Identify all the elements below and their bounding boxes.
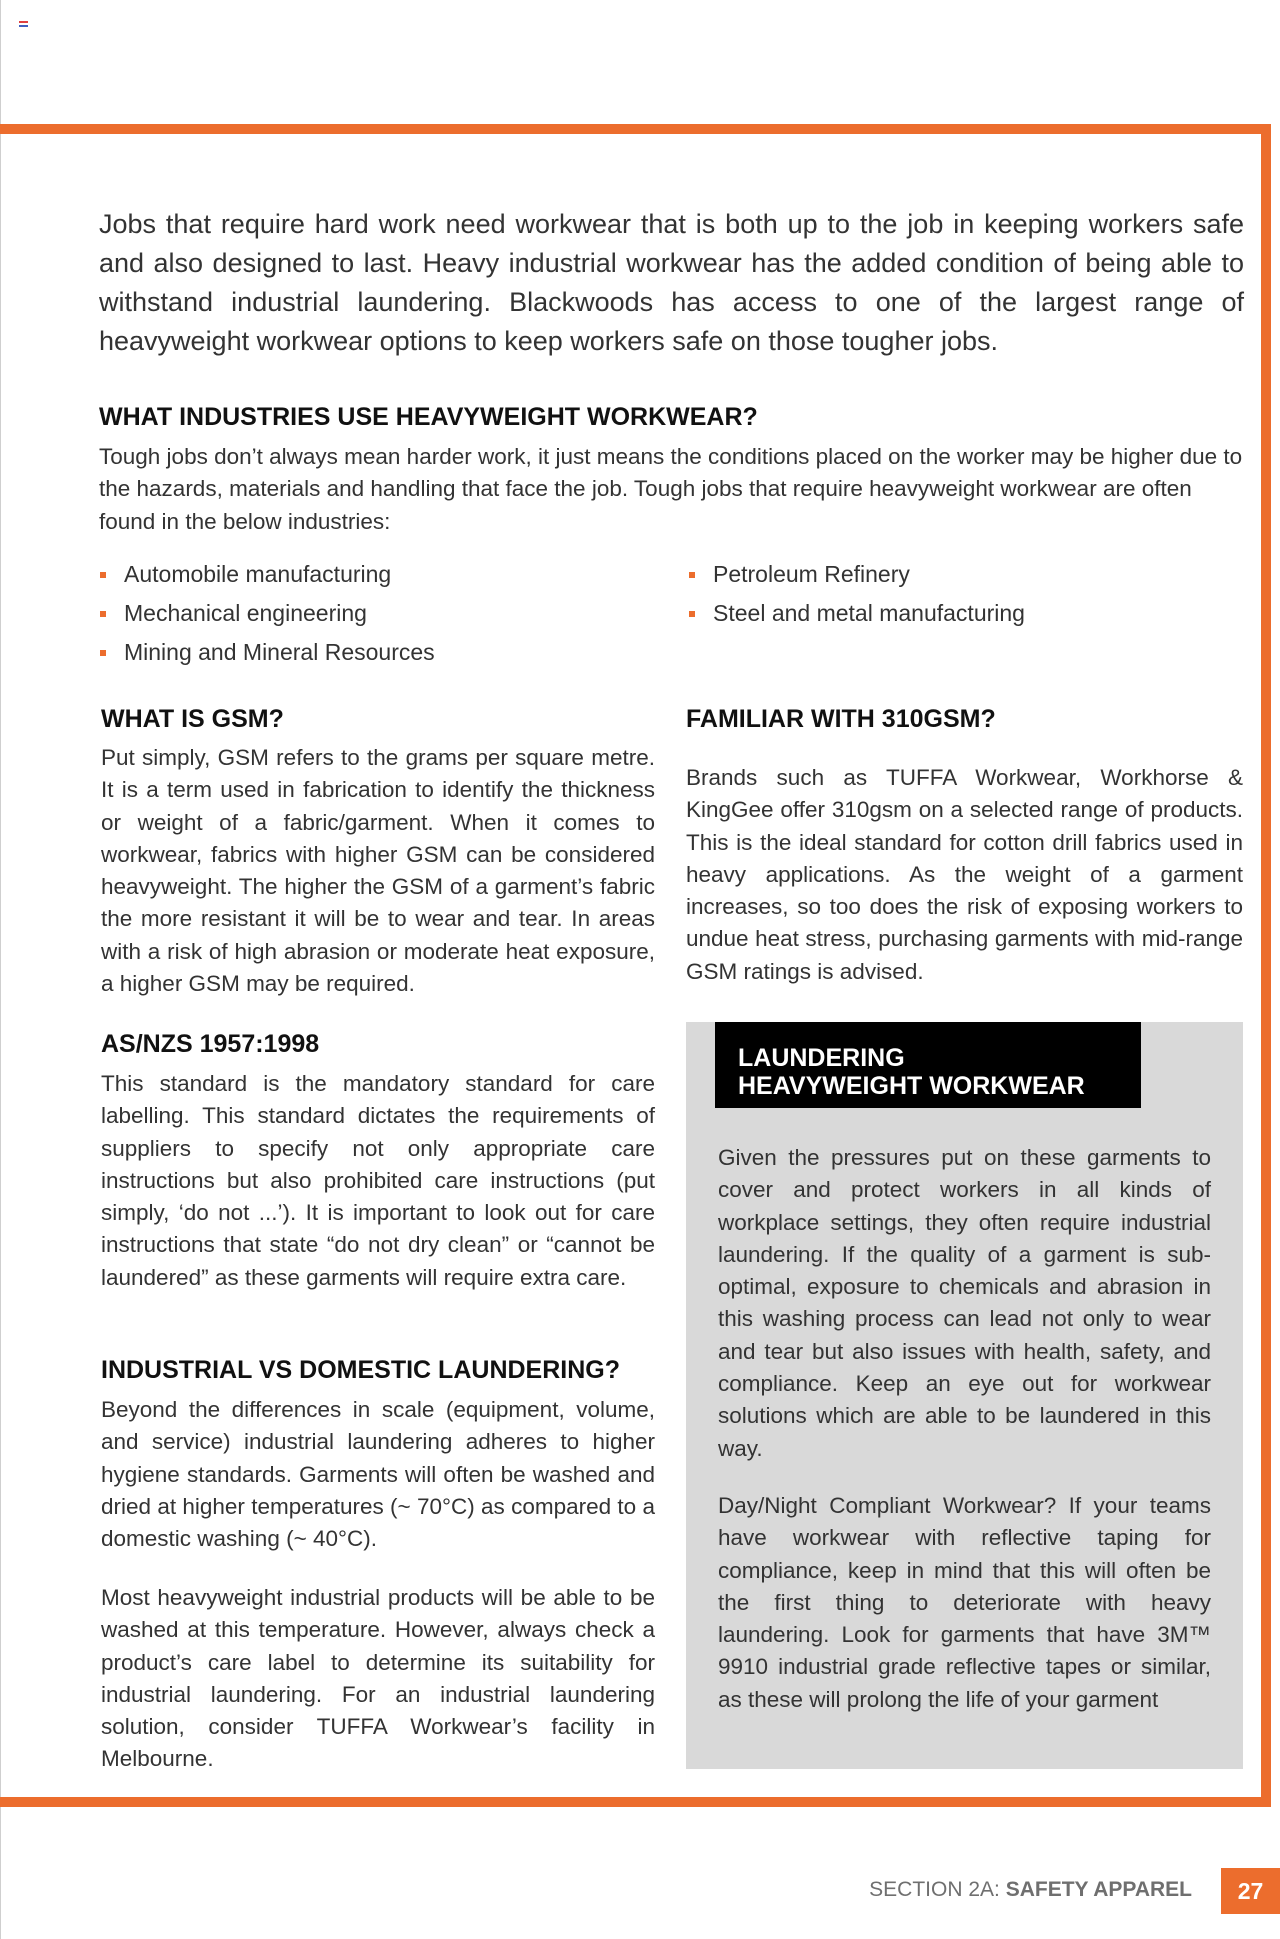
footer-section	[869, 1875, 1192, 1905]
laundering-label-line-1: LAUNDERING	[738, 1044, 905, 1072]
standard-text: This standard is the mandatory standard for care labelling. This standard dictates the requirements of suppliers to specify not only appropriate care instructions but also prohibited care instructions (put simply, ‘do not ...’). It is important to look out for care instructions that state “do not dry clean” or “cannot be laundered” as these garments will require extra care.	[101, 1071, 655, 1290]
industries-heading: WHAT INDUSTRIES USE HEAVYWEIGHT WORKWEAR?	[99, 403, 758, 431]
list-item: Petroleum Refinery	[688, 555, 1248, 594]
industrial-vs-domestic-heading: INDUSTRIAL VS DOMESTIC LAUNDERING?	[101, 1356, 620, 1384]
familiar-heading: FAMILIAR WITH 310GSM?	[686, 705, 996, 733]
industries-text: Tough jobs don’t always mean harder work, it just means the conditions placed on the worker may be higher due to the hazards, materials and handling that face the job. Tough jobs that require heavyweight workwear are often found in the below industries:	[99, 444, 1243, 534]
laundering-text-1: Given the pressures put on these garments to cover and protect workers in all kinds of workplace settings, they often require industrial laundering. If the quality of a garment is sub-optimal, exposure to chemicals and abrasion in this washing process can lead not only to wear and tear but also issues with health, safety, and compliance. Keep an eye out for workwear solutions which are able to be laundered in this way.	[718, 1145, 1211, 1461]
industries-list-left	[99, 555, 659, 672]
footer-section-name: SAFETY APPAREL	[1005, 1878, 1192, 1901]
list-item: Automobile manufacturing	[99, 555, 659, 594]
list-item: Mining and Mineral Resources	[99, 633, 659, 672]
industrial-vs-domestic-text-2: Most heavyweight industrial products will be able to be washed at this temperature. However, always check a product’s care label to determine its suitability for industrial laundering. For an industrial laundering solution, consider TUFFA Workwear’s facility in Melbourne.	[101, 1585, 655, 1772]
standard-heading: AS/NZS 1957:1998	[101, 1030, 320, 1058]
industrial-vs-domestic-text-1: Beyond the differences in scale (equipment, volume, and service) industrial laundering adheres to higher hygiene standards. Garments will often be washed and dried at higher temperatures (~ 70°C) as compared to a domestic washing (~ 40°C).	[101, 1397, 655, 1552]
list-item: Steel and metal manufacturing	[688, 594, 1248, 633]
laundering-label-line-2: HEAVYWEIGHT WORKWEAR	[738, 1072, 1085, 1100]
page-number: 27	[1221, 1868, 1280, 1914]
list-item: Mechanical engineering	[99, 594, 659, 633]
laundering-label	[715, 1022, 1141, 1108]
footer-section-prefix: SECTION 2A:	[869, 1878, 1006, 1901]
gsm-heading: WHAT IS GSM?	[101, 705, 284, 733]
intro-paragraph: Jobs that require hard work need workwear that is both up to the job in keeping workers safe and also designed to last. Heavy industrial workwear has the added condition of being able to withstand industrial laundering. Blackwoods has access to one of the largest range of heavyweight workwear options to keep workers safe on those tougher jobs.	[99, 209, 1244, 356]
laundering-text-2: Day/Night Compliant Workwear? If your teams have workwear with reflective taping for compliance, keep in mind that this will often be the first thing to deteriorate with heavy laundering. Look for garments that have 3M™ 9910 industrial grade reflective tapes or similar, as these will prolong the life of your garment	[718, 1493, 1211, 1712]
familiar-text: Brands such as TUFFA Workwear, Workhorse & KingGee offer 310gsm on a selected range of products. This is the ideal standard for cotton drill fabrics used in heavy applications. As the weight of a garment increases, so too does the risk of exposing workers to undue heat stress, purchasing garments with mid-range GSM ratings is advised.	[686, 765, 1243, 984]
industries-list-right	[688, 555, 1248, 633]
gsm-text: Put simply, GSM refers to the grams per square metre. It is a term used in fabrication to identify the thickness or weight of a fabric/garment. When it comes to workwear, fabrics with higher GSM can be considered heavyweight. The higher the GSM of a garment’s fabric the more resistant it will be to wear and tear. In areas with a risk of high abrasion or moderate heat exposure, a higher GSM may be required.	[101, 745, 655, 997]
corner-mark-icon	[19, 21, 28, 29]
